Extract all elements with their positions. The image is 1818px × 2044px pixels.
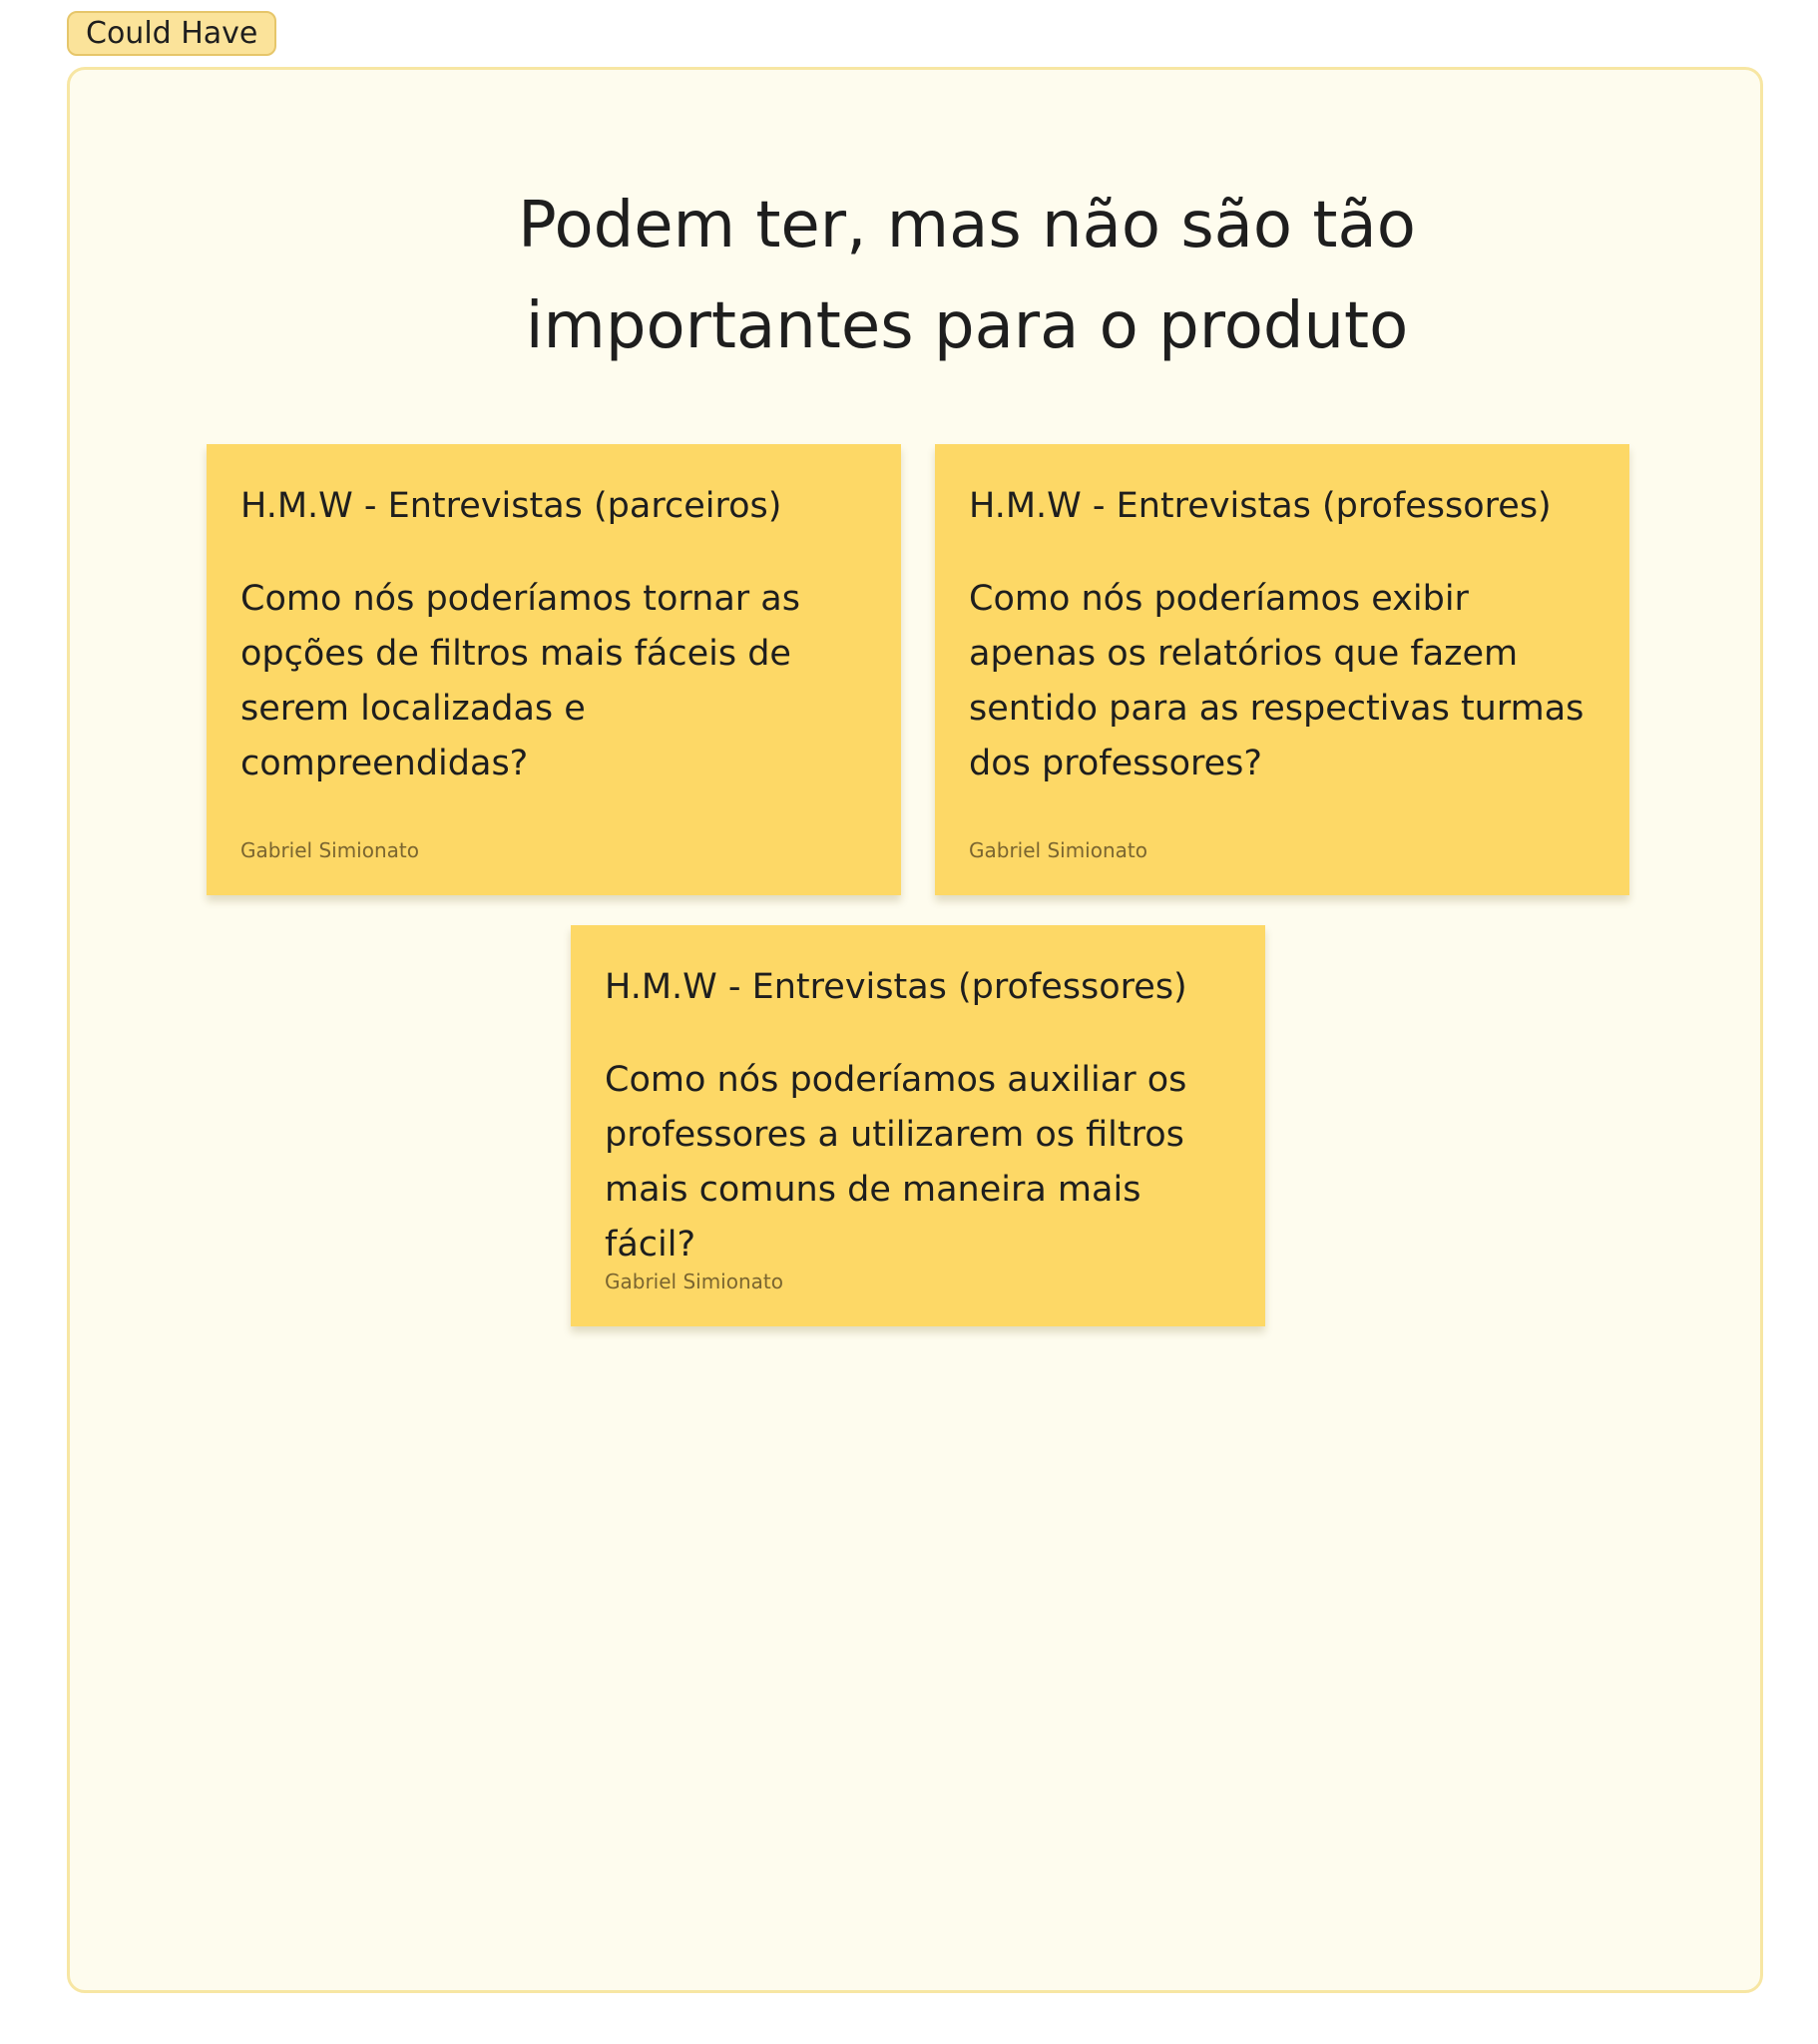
section-could-have[interactable]: [67, 67, 1763, 1993]
sticky-heading: H.M.W - Entrevistas (professores): [969, 486, 1552, 526]
section-tag-could-have[interactable]: Could Have: [67, 11, 276, 56]
sticky-note[interactable]: [207, 444, 901, 895]
sticky-body: Como nós poderíamos tornar as opções de filtros mais fáceis de serem localizadas e compreendidas?: [240, 579, 800, 783]
sticky-author: Gabriel Simionato: [240, 838, 419, 862]
sticky-heading: H.M.W - Entrevistas (professores): [605, 967, 1187, 1007]
sticky-author: Gabriel Simionato: [969, 838, 1147, 862]
section-title[interactable]: Podem ter, mas não são tão importantes para o produto: [518, 189, 1416, 363]
sticky-note[interactable]: [935, 444, 1629, 895]
sticky-heading: H.M.W - Entrevistas (parceiros): [240, 486, 782, 526]
sticky-author: Gabriel Simionato: [605, 1270, 783, 1293]
sticky-body: Como nós poderíamos exibir apenas os relatórios que fazem sentido para as respectivas turmas dos professores?: [969, 579, 1585, 783]
sticky-body: Como nós poderíamos auxiliar os professores a utilizarem os filtros mais comuns de maneira mais fácil?: [605, 1060, 1187, 1265]
sticky-note[interactable]: [571, 925, 1265, 1326]
